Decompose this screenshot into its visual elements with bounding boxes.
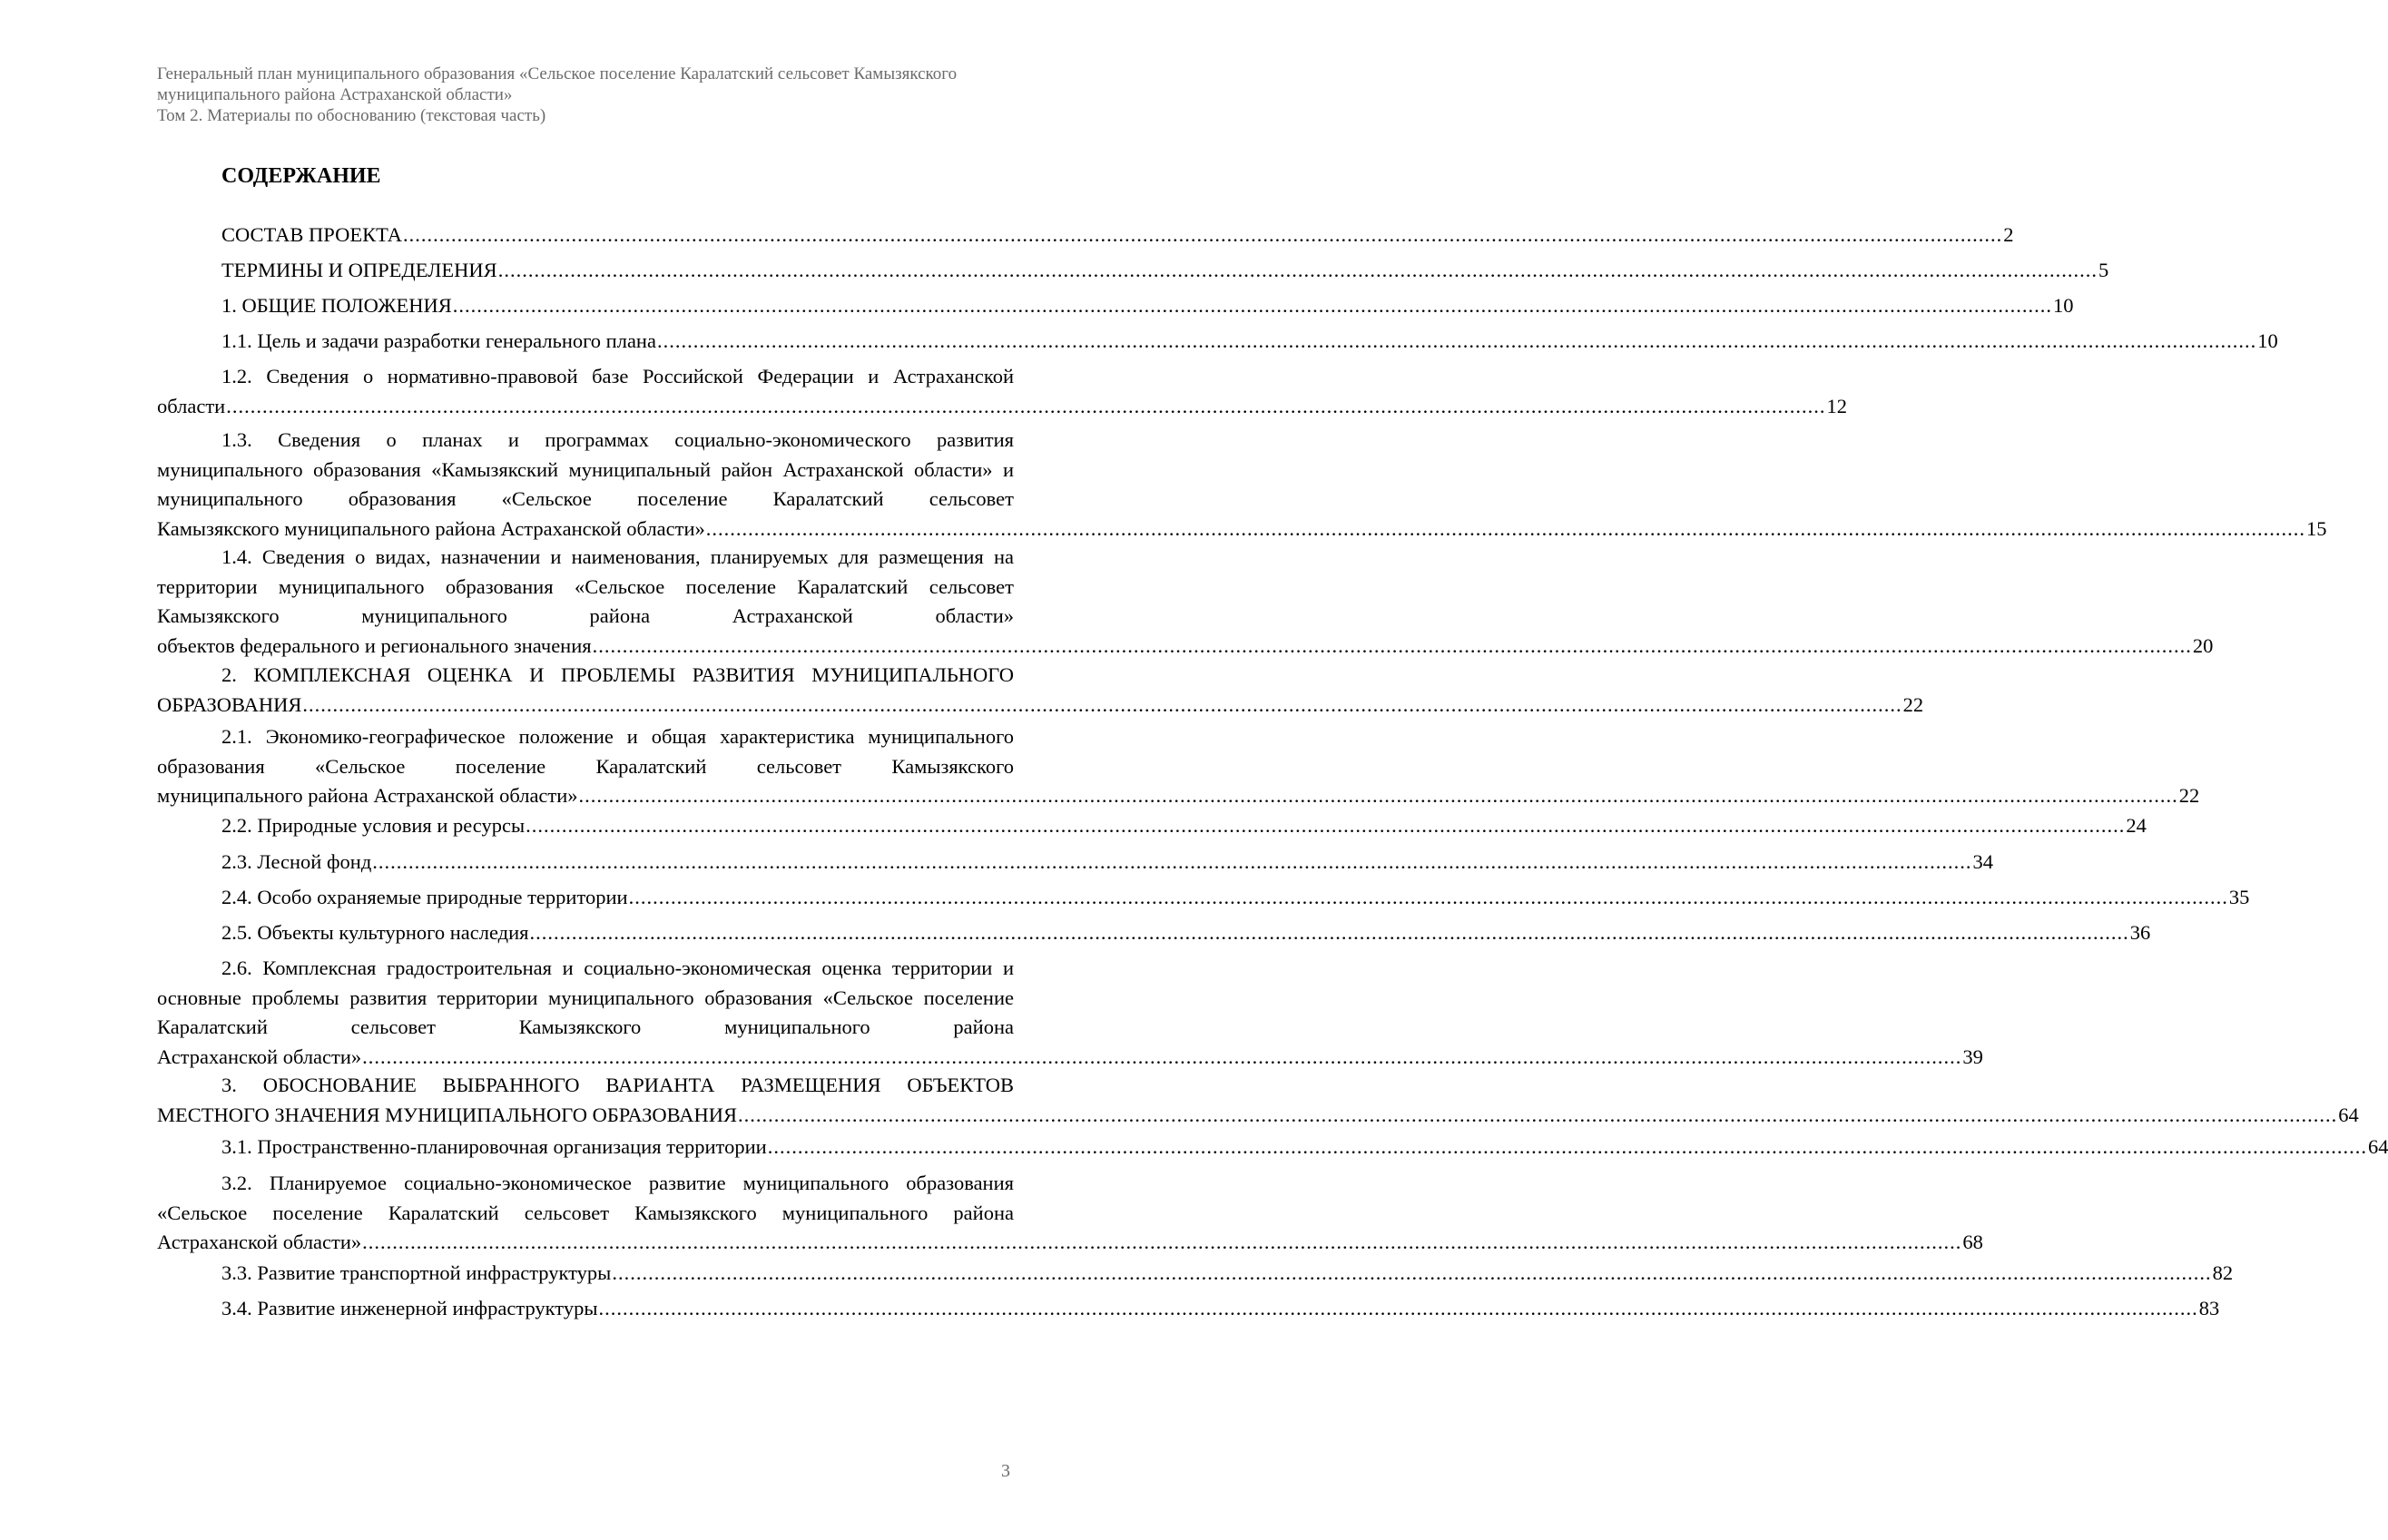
dot-leader [629,883,2228,913]
toc-page-number: 64 [2367,1135,2388,1158]
toc-entry[interactable] [157,1133,2388,1162]
toc-page-number: 36 [2129,921,2151,944]
toc-entry-text: 3.1. Пространственно-планировочная организация территории [221,1135,767,1158]
toc-entry-text: Астраханской области» [157,1231,362,1254]
header-line-3: Том 2. Материалы по обоснованию (текстовая часть) [157,106,546,125]
page-number: 3 [1001,1461,1010,1481]
dot-leader [302,691,1902,721]
toc-entry-text: ОБРАЗОВАНИЯ [157,692,302,716]
dot-leader [453,291,2052,321]
toc-entry[interactable] [157,221,2014,250]
toc-entry[interactable] [157,256,2109,286]
toc-entry-lead: 2. КОМПЛЕКСНАЯ ОЦЕНКА И ПРОБЛЕМЫ РАЗВИТИЯ МУНИЦИПАЛЬНОГО [221,663,1014,686]
dot-leader [362,1043,1961,1073]
header-line-1: Генеральный план муниципального образования «Сельское поселение Каралатский сельсовет Камызякского [157,64,958,83]
dot-leader [612,1259,2211,1289]
toc-page-number: 2 [2003,223,2014,246]
toc-entry-text: 2.2. Природные условия и ресурсы [221,814,526,837]
header-line-2: муниципального района Астраханской области» [157,85,513,104]
toc-entry-lead: 1.3. Сведения о планах и программах социально-экономического развития муниципального образования «Камызякский муниципальный район Астраханской области» и муниципального образования «Сельское поселение Каралатский сельсовет [157,428,1014,511]
toc-entry[interactable] [157,661,1924,720]
toc-page-number: 82 [2212,1261,2234,1284]
dot-leader [530,918,2129,948]
toc-entry-text: 1.1. Цель и задачи разработки генерального плана [221,329,656,352]
toc-entry[interactable] [157,327,2278,357]
toc-page-number: 12 [1826,394,1847,417]
dot-leader [226,392,1825,422]
toc-entry[interactable] [157,883,2250,913]
toc-entry-text: области [157,394,226,417]
toc-entry-text: 3.4. Развитие инженерной инфраструктуры [221,1297,598,1319]
toc-title: СОДЕРЖАНИЕ [221,164,381,188]
toc-entry-lead: 3.2. Планируемое социально-экономическое развитие муниципального образования «Сельское поселение Каралатский сельсовет Камызякского муниципального района [157,1172,1014,1224]
toc-entry-text: объектов федерального и регионального значения [157,633,592,657]
toc-entry[interactable] [157,426,2327,544]
toc-entry-text: СОСТАВ ПРОЕКТА [221,223,402,246]
running-header [157,64,1028,126]
toc-entry-text: ТЕРМИНЫ И ОПРЕДЕЛЕНИЯ [221,259,497,281]
toc-page-number: 5 [2098,259,2109,281]
toc-entry-lead: 2.1. Экономико-географическое положение и общая характеристика муниципального образования «Сельское поселение Каралатский сельсовет Камызякского [157,725,1014,778]
toc-page-number: 20 [2192,633,2214,657]
toc-entry-text: 1. ОБЩИЕ ПОЛОЖЕНИЯ [221,294,452,317]
toc-entry-text: муниципального района Астраханской области» [157,784,578,808]
toc-entry-lead: 1.2. Сведения о нормативно-правовой базе Российской Федерации и Астраханской [221,365,1014,387]
toc-entry-text: 2.4. Особо охраняемые природные территории [221,886,628,908]
toc-entry-text: 2.3. Лесной фонд [221,850,372,873]
toc-page-number: 10 [2052,294,2074,317]
toc-page-number: 39 [1962,1045,1983,1068]
dot-leader [598,1294,2197,1324]
toc-entry[interactable] [157,362,1847,421]
dot-leader [657,327,2256,357]
toc-page-number: 68 [1962,1231,1983,1254]
dot-leader [362,1228,1961,1258]
toc-page-number: 64 [2338,1103,2359,1126]
toc-page-number: 24 [2126,814,2147,837]
toc-entry[interactable] [157,954,1983,1072]
toc-page-number: 83 [2198,1297,2220,1319]
toc-entry[interactable] [157,848,1994,878]
toc-entry[interactable] [157,1071,2359,1130]
toc-entry-text: МЕСТНОГО ЗНАЧЕНИЯ МУНИЦИПАЛЬНОГО ОБРАЗОВАНИЯ [157,1103,737,1126]
toc-page-number: 35 [2228,886,2250,908]
toc-entry[interactable] [157,1294,2220,1324]
toc-entry-text: 3.3. Развитие транспортной инфраструктуры [221,1261,612,1284]
toc-entry[interactable] [157,918,2151,948]
toc-entry[interactable] [157,722,2200,811]
toc-page-number: 22 [2178,784,2200,808]
toc-entry-lead: 3. ОБОСНОВАНИЕ ВЫБРАННОГО ВАРИАНТА РАЗМЕЩЕНИЯ ОБЪЕКТОВ [221,1074,1014,1096]
dot-leader [372,848,1971,878]
dot-leader [593,632,2192,662]
toc-page-number: 15 [2306,516,2327,540]
dot-leader [579,781,2178,811]
toc-entry-text: 2.5. Объекты культурного наследия [221,921,529,944]
toc-entry-text: Камызякского муниципального района Астраханской области» [157,516,705,540]
dot-leader [706,515,2305,544]
toc-entry[interactable] [157,1169,1983,1258]
dot-leader [403,221,2002,250]
dot-leader [498,256,2098,286]
toc-entry-lead: 1.4. Сведения о видах, назначении и наименования, планируемых для размещения на территории муниципального образования «Сельское поселение Каралатский сельсовет Камызякского муниципального района Астраханской области» [157,545,1014,628]
dot-leader [768,1133,2367,1162]
toc-page-number: 10 [2257,329,2278,352]
toc-entry-text: Астраханской области» [157,1045,362,1068]
toc-page-number: 22 [1902,692,1924,716]
dot-leader [526,811,2125,841]
toc-entry-lead: 2.6. Комплексная градостроительная и социально-экономическая оценка территории и основные проблемы развития территории муниципального образования «Сельское поселение Каралатский сельсовет Камызякского муниципального района [157,956,1014,1039]
toc-page-number: 34 [1972,850,1994,873]
dot-leader [738,1101,2337,1131]
toc-entry[interactable] [157,811,2147,841]
toc-entry[interactable] [157,543,2214,661]
toc-entry[interactable] [157,1259,2234,1289]
toc-entry[interactable] [157,291,2074,321]
